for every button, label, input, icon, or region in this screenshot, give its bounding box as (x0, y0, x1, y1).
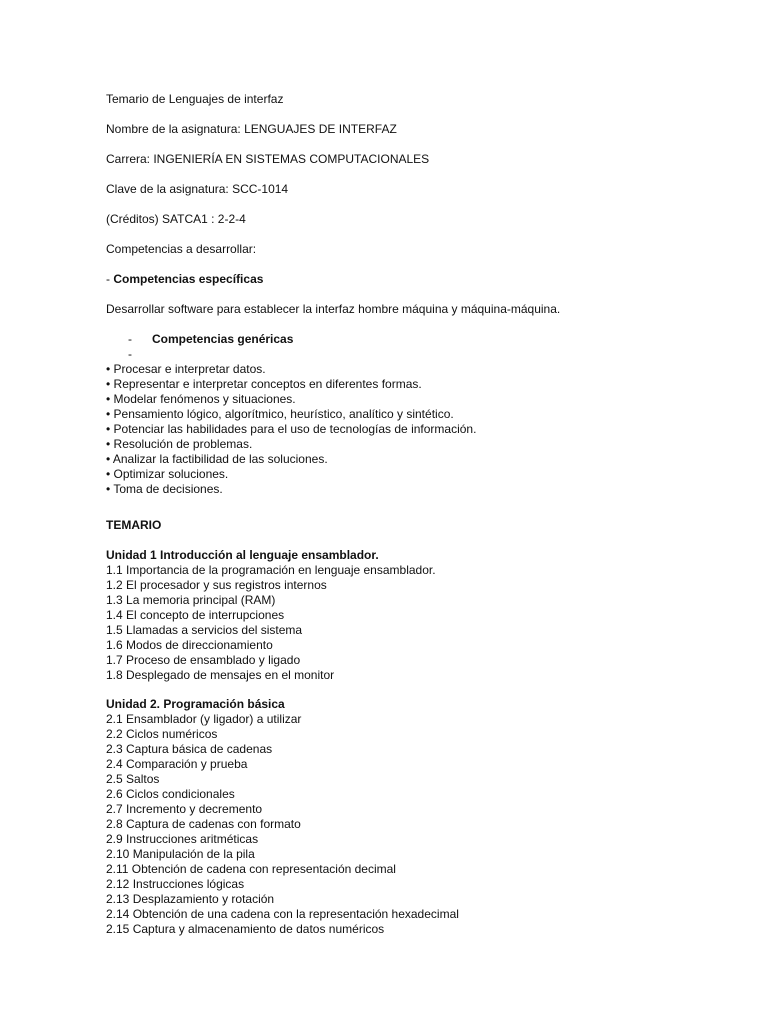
competencias-heading: Competencias a desarrollar: (106, 242, 257, 256)
list-item: 2.1 Ensamblador (y ligador) a utilizar (106, 712, 302, 726)
competencias-especificas-line (106, 272, 746, 287)
document-title: Temario de Lenguajes de interfaz (106, 92, 284, 106)
clave-line: Clave de la asignatura: SCC-1014 (106, 182, 289, 196)
list-item: 2.12 Instrucciones lógicas (106, 877, 245, 891)
list-item: • Procesar e interpretar datos. (106, 362, 266, 376)
list-item: 2.13 Desplazamiento y rotación (106, 892, 275, 906)
list-item: 2.10 Manipulación de la pila (106, 847, 255, 861)
list-item: • Analizar la factibilidad de las soluciones. (106, 452, 328, 466)
competencias-especificas-label: Competencias específicas (113, 272, 264, 286)
list-item: • Modelar fenómenos y situaciones. (106, 392, 296, 406)
genericas-dash-2: - (128, 347, 132, 361)
list-item: • Representar e interpretar conceptos en diferentes formas. (106, 377, 422, 391)
list-item: 1.2 El procesador y sus registros internos (106, 578, 327, 592)
list-item: • Resolución de problemas. (106, 437, 253, 451)
list-item: 1.1 Importancia de la programación en lenguaje ensamblador. (106, 563, 436, 577)
competencias-genericas-line (106, 332, 746, 347)
list-item: 1.4 El concepto de interrupciones (106, 608, 285, 622)
list-item: 2.6 Ciclos condicionales (106, 787, 235, 801)
list-item: 2.8 Captura de cadenas con formato (106, 817, 301, 831)
genericas-dash: - (128, 332, 132, 346)
list-item: 2.7 Incremento y decremento (106, 802, 263, 816)
competencias-genericas-list (106, 362, 746, 497)
competencias-genericas-label: Competencias genéricas (152, 332, 294, 346)
list-item: 2.5 Saltos (106, 772, 160, 786)
asignatura-line: Nombre de la asignatura: LENGUAJES DE INTERFAZ (106, 122, 397, 136)
list-item: • Potenciar las habilidades para el uso de tecnologías de información. (106, 422, 477, 436)
list-item: 2.14 Obtención de una cadena con la representación hexadecimal (106, 907, 459, 921)
list-item: 2.3 Captura básica de cadenas (106, 742, 273, 756)
unidad-2-list (106, 712, 746, 937)
list-item: 2.4 Comparación y prueba (106, 757, 248, 771)
unidad-2-title: Unidad 2. Programación básica (106, 697, 285, 711)
list-item: 1.8 Desplegado de mensajes en el monitor (106, 668, 335, 682)
list-item: 1.7 Proceso de ensamblado y ligado (106, 653, 301, 667)
creditos-line: (Créditos) SATCA1 : 2-2-4 (106, 212, 246, 226)
temario-heading-text: TEMARIO (106, 518, 162, 532)
list-item: 2.15 Captura y almacenamiento de datos numéricos (106, 922, 385, 936)
list-item: 2.9 Instrucciones aritméticas (106, 832, 259, 846)
competencias-especificas-text: Desarrollar software para establecer la interfaz hombre máquina y máquina-máquina. (106, 302, 561, 316)
list-item: 1.5 Llamadas a servicios del sistema (106, 623, 303, 637)
document-page (106, 92, 746, 937)
carrera-line: Carrera: INGENIERÍA EN SISTEMAS COMPUTACIONALES (106, 152, 430, 166)
list-item: • Pensamiento lógico, algorítmico, heurístico, analítico y sintético. (106, 407, 454, 421)
unidad-1-list (106, 563, 746, 683)
list-item: 1.6 Modos de direccionamiento (106, 638, 273, 652)
especificas-dash: - (106, 272, 114, 286)
list-item: 2.11 Obtención de cadena con representación decimal (106, 862, 396, 876)
temario-heading (106, 518, 746, 533)
list-item: • Optimizar soluciones. (106, 467, 229, 481)
list-item: 2.2 Ciclos numéricos (106, 727, 218, 741)
unidad-1-title: Unidad 1 Introducción al lenguaje ensamblador. (106, 548, 379, 562)
genericas-empty-line (106, 347, 746, 362)
list-item: 1.3 La memoria principal (RAM) (106, 593, 276, 607)
list-item: • Toma de decisiones. (106, 482, 223, 496)
